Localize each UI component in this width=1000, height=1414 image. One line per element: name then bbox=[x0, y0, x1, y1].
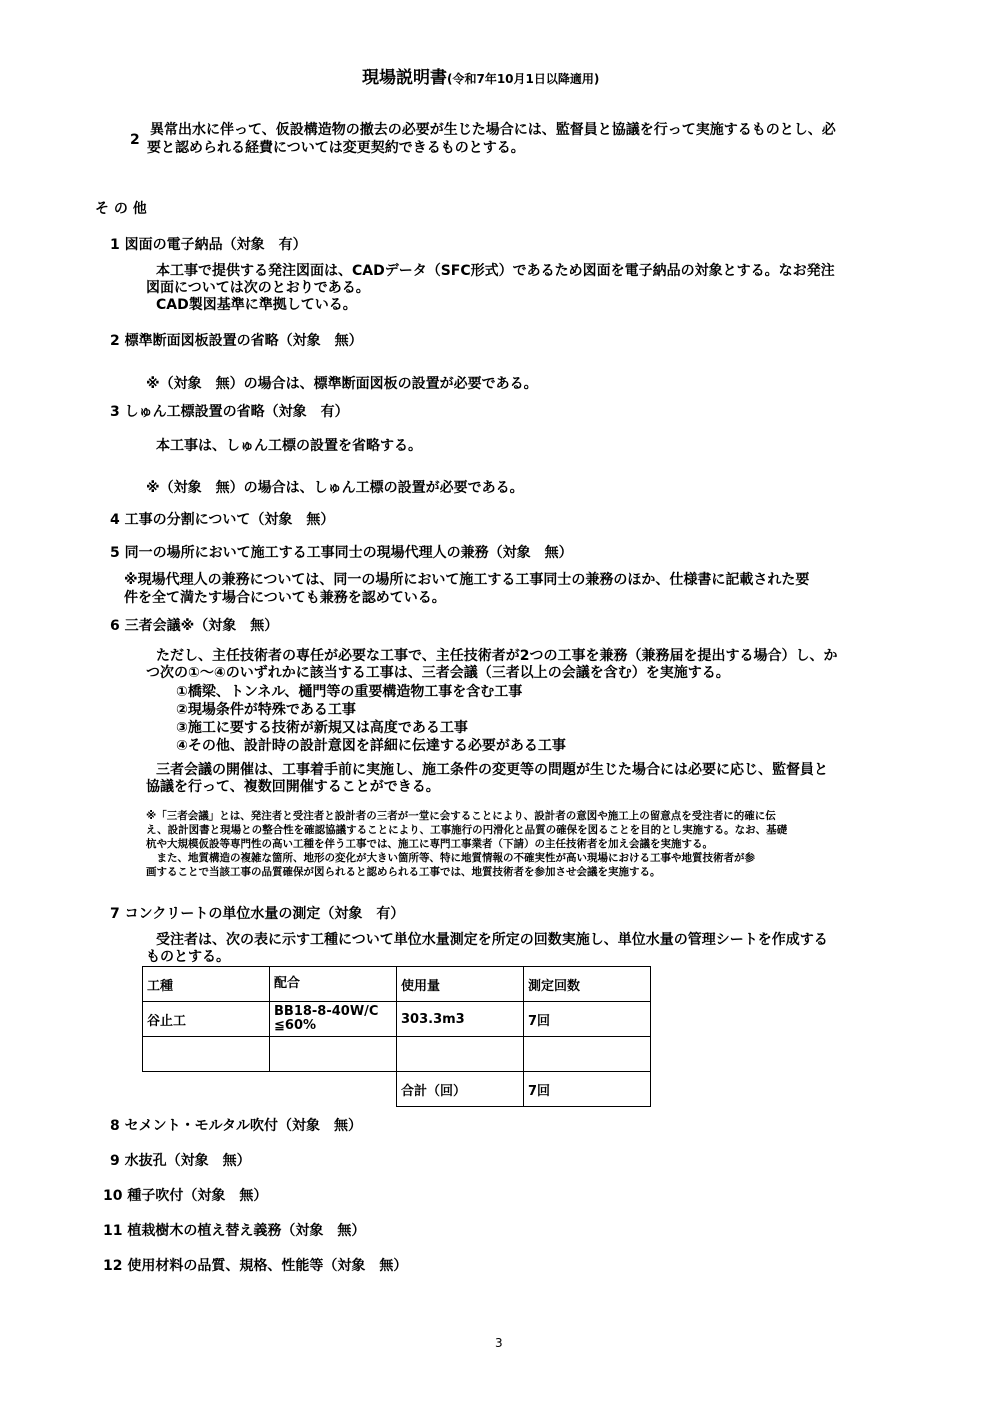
table-total-row bbox=[143, 1072, 651, 1107]
title-main: 現場説明書 bbox=[362, 68, 447, 88]
table-header-cell: 使用量 bbox=[397, 967, 524, 1002]
item4-heading: 4 工事の分割について（対象 無） bbox=[110, 512, 335, 528]
item7-line-2: ものとする。 bbox=[146, 949, 230, 965]
item7-line-1: 受注者は、次の表に示す工種について単位水量測定を所定の回数実施し、単位水量の管理シートを作成する bbox=[156, 932, 828, 948]
table-cell: BB18-8-40W/C ≦60% bbox=[270, 1002, 397, 1037]
item11-heading: 11 植栽樹木の植え替え義務（対象 無） bbox=[103, 1223, 366, 1239]
table-blank-cell bbox=[143, 1072, 270, 1107]
table-cell: 谷止工 bbox=[143, 1002, 270, 1037]
table-cell bbox=[524, 1037, 651, 1072]
item6-list-1: ①橋梁、トンネル、樋門等の重要構造物工事を含む工事 bbox=[176, 684, 523, 700]
title-note: (令和7年10月1日以降適用) bbox=[447, 72, 600, 86]
page-number: 3 bbox=[495, 1336, 503, 1350]
table-header-cell: 工種 bbox=[143, 967, 270, 1002]
page-title bbox=[362, 63, 599, 88]
item3-note: ※（対象 無）の場合は、しゅん工標の設置が必要である。 bbox=[146, 480, 524, 496]
item7-heading: 7 コンクリートの単位水量の測定（対象 有） bbox=[110, 906, 405, 922]
section-heading: そ の 他 bbox=[95, 201, 147, 217]
table-total-value: 7回 bbox=[524, 1072, 651, 1107]
item6-line2-2: 協議を行って、複数回開催することができる。 bbox=[146, 779, 440, 795]
item12-heading: 12 使用材料の品質、規格、性能等（対象 無） bbox=[103, 1258, 408, 1274]
table-row bbox=[143, 1002, 651, 1037]
table-cell bbox=[270, 1037, 397, 1072]
item6-line-1: ただし、主任技術者の専任が必要な工事で、主任技術者が2つの工事を兼務（兼務届を提出する場合）し、か bbox=[156, 648, 838, 664]
item1-line-2: 図面については次のとおりである。 bbox=[146, 280, 370, 296]
item6-heading: 6 三者会議※（対象 無） bbox=[110, 618, 279, 634]
table-header-row bbox=[143, 967, 651, 1002]
item8-heading: 8 セメント・モルタル吹付（対象 無） bbox=[110, 1118, 363, 1134]
intro-line-2: 要と認められる経費については変更契約できるものとする。 bbox=[147, 140, 525, 156]
item10-heading: 10 種子吹付（対象 無） bbox=[103, 1188, 268, 1204]
item6-list-4: ④その他、設計時の設計意図を詳細に伝達する必要がある工事 bbox=[176, 738, 566, 754]
item3-heading: 3 しゅん工標設置の省略（対象 有） bbox=[110, 404, 349, 420]
item5-heading: 5 同一の場所において施工する工事同士の現場代理人の兼務（対象 無） bbox=[110, 545, 573, 561]
water-measurement-table bbox=[142, 966, 651, 1107]
table-header-cell: 配合 bbox=[270, 967, 397, 1002]
item6-small-2: え、設計図書と現場との整合性を確認協議することにより、工事施行の円滑化と品質の確保を図ることを目的とし実施する。なお、基礎 bbox=[146, 824, 788, 836]
item6-small-4: また、地質構造の複雑な箇所、地形の変化が大きい箇所等、特に地質情報の不確実性が高い現場における工事や地質技術者が参 bbox=[146, 852, 755, 864]
item6-small-3: 杭や大規模仮設等専門性の高い工種を伴う工事では、施工に専門工事業者（下請）の主任技術者を加え会議を実施する。 bbox=[146, 838, 713, 850]
table-blank-cell bbox=[270, 1072, 397, 1107]
table-row bbox=[143, 1037, 651, 1072]
item9-heading: 9 水抜孔（対象 無） bbox=[110, 1153, 251, 1169]
item3-line: 本工事は、しゅん工標の設置を省略する。 bbox=[156, 438, 422, 454]
table-cell bbox=[397, 1037, 524, 1072]
item1-heading: 1 図面の電子納品（対象 有） bbox=[110, 237, 307, 253]
item2-heading: 2 標準断面図板設置の省略（対象 無） bbox=[110, 333, 363, 349]
item5-line-1: ※現場代理人の兼務については、同一の場所において施工する工事同士の兼務のほか、仕様書に記載された要 bbox=[124, 572, 810, 588]
item6-small-1: ※「三者会議」とは、発注者と受注者と設計者の三者が一堂に会することにより、設計者の意図や施工上の留意点を受注者に的確に伝 bbox=[146, 810, 776, 822]
item6-line-2: つ次の①～④のいずれかに該当する工事は、三者会議（三者以上の会議を含む）を実施する。 bbox=[146, 665, 730, 681]
item6-line2-1: 三者会議の開催は、工事着手前に実施し、施工条件の変更等の問題が生じた場合には必要に応じ、監督員と bbox=[156, 762, 828, 778]
table-cell: 303.3m3 bbox=[397, 1002, 524, 1037]
item5-line-2: 件を全て満たす場合についても兼務を認めている。 bbox=[124, 590, 446, 606]
item6-small-5: 画することで当該工事の品質確保が図られると認められる工事では、地質技術者を参加させ会議を実施する。 bbox=[146, 866, 661, 878]
item6-list-3: ③施工に要する技術が新規又は高度である工事 bbox=[176, 720, 468, 736]
item1-line-1: 本工事で提供する発注図面は、CADデータ（SFC形式）であるため図面を電子納品の対象とする。なお発注 bbox=[156, 263, 835, 279]
intro-number: 2 bbox=[130, 132, 140, 148]
table-header-cell: 測定回数 bbox=[524, 967, 651, 1002]
item1-line-3: CAD製図基準に準拠している。 bbox=[156, 297, 357, 313]
table-cell: 7回 bbox=[524, 1002, 651, 1037]
item2-note: ※（対象 無）の場合は、標準断面図板の設置が必要である。 bbox=[146, 376, 538, 392]
item6-list-2: ②現場条件が特殊である工事 bbox=[176, 702, 356, 718]
intro-line-1: 異常出水に伴って、仮設構造物の撤去の必要が生じた場合には、監督員と協議を行って実施するものとし、必 bbox=[150, 122, 836, 138]
table-total-label: 合計（回） bbox=[397, 1072, 524, 1107]
table-cell bbox=[143, 1037, 270, 1072]
